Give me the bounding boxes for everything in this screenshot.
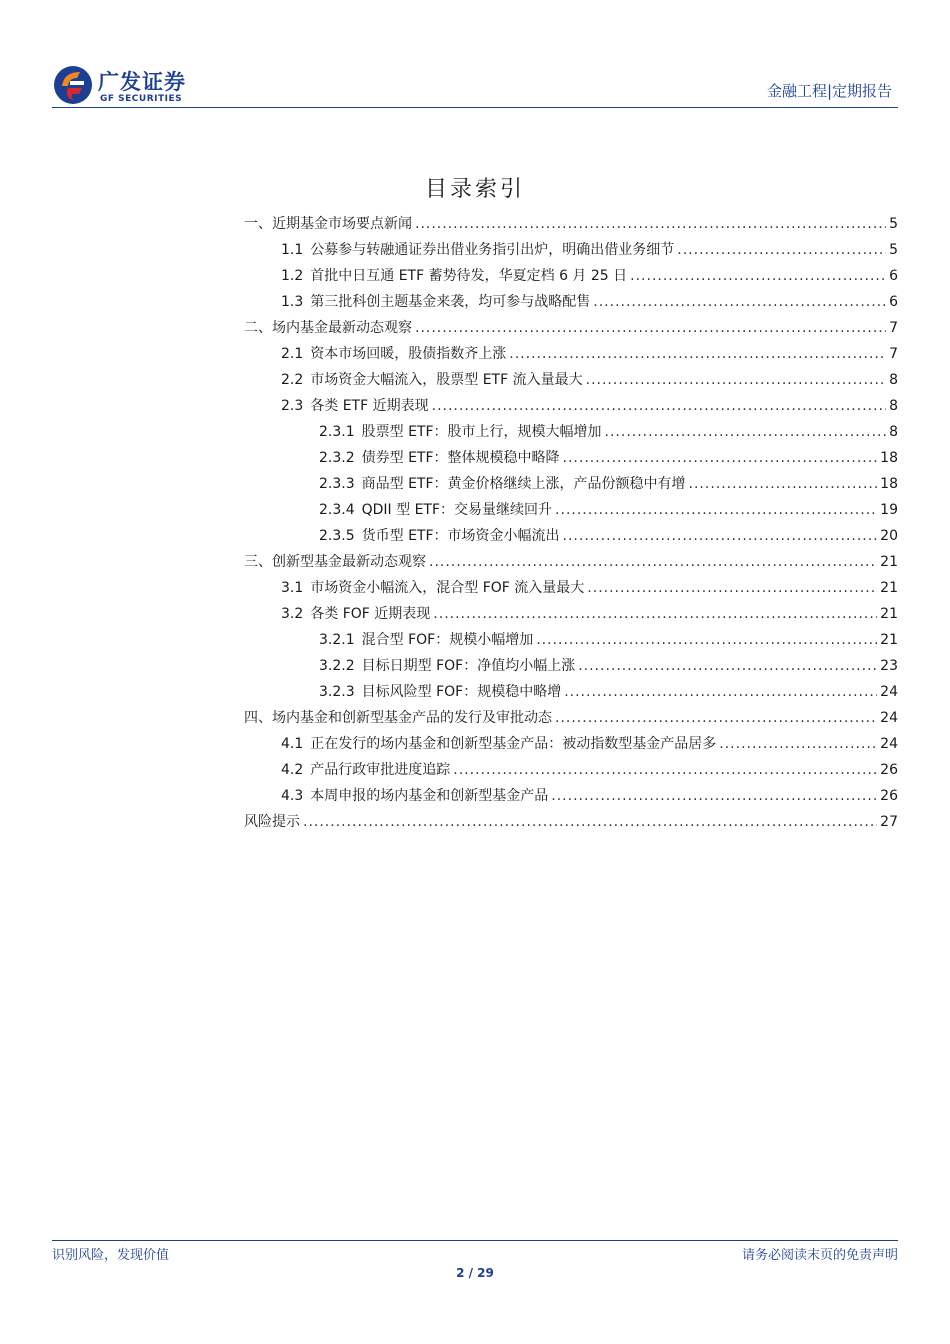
toc-entry-label: 目标风险型 FOF：规模稳中略增 xyxy=(361,684,562,700)
toc-entry-page: 21 xyxy=(880,580,898,596)
toc-entry-page: 18 xyxy=(880,450,898,466)
toc-entry-page: 8 xyxy=(889,424,898,440)
toc-entry-page: 7 xyxy=(889,346,898,362)
toc-entry[interactable] xyxy=(244,811,898,837)
toc-entry-label: QDII 型 ETF：交易量继续回升 xyxy=(361,502,553,518)
toc-entry-label: 公募参与转融通证券出借业务指引出炉，明确出借业务细节 xyxy=(310,242,675,258)
toc-entry-page: 24 xyxy=(880,684,898,700)
toc-entry-number: 3.2.3 xyxy=(319,684,355,700)
toc-leader-dots xyxy=(509,346,886,362)
toc-entry[interactable] xyxy=(244,369,898,395)
toc-entry-page: 5 xyxy=(889,242,898,258)
toc-entry[interactable] xyxy=(244,629,898,655)
toc-entry-number: 3.2.1 xyxy=(319,632,355,648)
toc-leader-dots xyxy=(587,580,877,596)
toc-entry[interactable] xyxy=(244,655,898,681)
toc-entry-label: 产品行政审批进度追踪 xyxy=(310,762,451,778)
report-category: 金融工程|定期报告 xyxy=(766,82,892,100)
toc-entry-number: 4.1 xyxy=(281,736,304,752)
page-header xyxy=(52,60,898,110)
toc-entry-number: 1.1 xyxy=(281,242,304,258)
toc-entry-number: 3.2.2 xyxy=(319,658,355,674)
logo-english-name: GF SECURITIES xyxy=(100,94,183,104)
toc-leader-dots xyxy=(563,528,878,544)
toc-entry-page: 21 xyxy=(880,632,898,648)
toc-entry-label: 二、场内基金最新动态观察 xyxy=(244,320,412,336)
toc-entry-label: 第三批科创主题基金来袭，均可参与战略配售 xyxy=(310,294,591,310)
toc-leader-dots xyxy=(429,554,877,570)
toc-entry-label: 股票型 ETF：股市上行，规模大幅增加 xyxy=(361,424,602,440)
toc-entry[interactable] xyxy=(244,421,898,447)
toc-entry-label: 混合型 FOF：规模小幅增加 xyxy=(361,632,534,648)
toc-leader-dots xyxy=(677,242,886,258)
toc-entry-page: 24 xyxy=(880,710,898,726)
toc-entry-number: 2.3.4 xyxy=(319,502,355,518)
toc-entry-number: 4.3 xyxy=(281,788,304,804)
table-of-contents xyxy=(244,213,898,837)
toc-entry-label: 各类 FOF 近期表现 xyxy=(310,606,431,622)
toc-entry-label: 首批中日互通 ETF 蓄势待发，华夏定档 6 月 25 日 xyxy=(310,268,628,284)
toc-leader-dots xyxy=(303,814,877,830)
toc-entry-number: 2.3.1 xyxy=(319,424,355,440)
toc-entry[interactable] xyxy=(244,525,898,551)
toc-entry-label: 市场资金小幅流入，混合型 FOF 流入量最大 xyxy=(310,580,585,596)
gf-logo-icon xyxy=(52,64,94,106)
toc-entry-page: 23 xyxy=(880,658,898,674)
toc-entry[interactable] xyxy=(244,291,898,317)
toc-entry-page: 19 xyxy=(880,502,898,518)
toc-entry-number: 2.3.5 xyxy=(319,528,355,544)
toc-entry-number: 3.2 xyxy=(281,606,304,622)
toc-entry-page: 24 xyxy=(880,736,898,752)
toc-entry-page: 6 xyxy=(889,294,898,310)
toc-entry[interactable] xyxy=(244,395,898,421)
toc-entry-number: 2.3 xyxy=(281,398,304,414)
toc-entry-page: 7 xyxy=(889,320,898,336)
toc-entry[interactable] xyxy=(244,681,898,707)
toc-entry-label: 本周申报的场内基金和创新型基金产品 xyxy=(310,788,549,804)
toc-entry-page: 18 xyxy=(880,476,898,492)
toc-entry-page: 8 xyxy=(889,372,898,388)
footer-slogan: 识别风险，发现价值 xyxy=(52,1248,170,1263)
toc-entry[interactable] xyxy=(244,785,898,811)
toc-entry-label: 债券型 ETF：整体规模稳中略降 xyxy=(361,450,560,466)
toc-entry[interactable] xyxy=(244,551,898,577)
logo-chinese-name: 广发证券 xyxy=(98,70,186,94)
toc-leader-dots xyxy=(586,372,886,388)
toc-entry-number: 1.2 xyxy=(281,268,304,284)
page-footer xyxy=(52,1240,898,1263)
toc-entry-label: 风险提示 xyxy=(244,814,300,830)
toc-entry-page: 8 xyxy=(889,398,898,414)
toc-entry[interactable] xyxy=(244,239,898,265)
toc-entry-label: 资本市场回暖，股债指数齐上涨 xyxy=(310,346,507,362)
toc-entry-label: 三、创新型基金最新动态观察 xyxy=(244,554,426,570)
toc-leader-dots xyxy=(605,424,887,440)
toc-title: 目录索引 xyxy=(424,177,525,202)
gf-securities-logo xyxy=(52,64,212,108)
toc-entry-number: 1.3 xyxy=(281,294,304,310)
toc-entry[interactable] xyxy=(244,759,898,785)
toc-leader-dots xyxy=(555,502,877,518)
toc-entry-page: 5 xyxy=(889,216,898,232)
toc-entry-label: 一、近期基金市场要点新闻 xyxy=(244,216,412,232)
toc-leader-dots xyxy=(578,658,877,674)
toc-leader-dots xyxy=(453,762,877,778)
toc-entry[interactable] xyxy=(244,603,898,629)
toc-entry-number: 2.2 xyxy=(281,372,304,388)
toc-leader-dots xyxy=(536,632,877,648)
toc-leader-dots xyxy=(432,398,886,414)
toc-leader-dots xyxy=(719,736,877,752)
toc-entry[interactable] xyxy=(244,317,898,343)
toc-leader-dots xyxy=(551,788,877,804)
toc-leader-dots xyxy=(433,606,877,622)
toc-entry-number: 2.3.3 xyxy=(319,476,355,492)
toc-entry[interactable] xyxy=(244,733,898,759)
toc-entry-number: 4.2 xyxy=(281,762,304,778)
toc-entry-page: 27 xyxy=(880,814,898,830)
toc-entry-page: 26 xyxy=(880,762,898,778)
toc-entry-page: 26 xyxy=(880,788,898,804)
toc-entry-page: 21 xyxy=(880,606,898,622)
toc-leader-dots xyxy=(689,476,878,492)
header-divider xyxy=(52,107,898,108)
toc-entry-label: 目标日期型 FOF：净值均小幅上涨 xyxy=(361,658,576,674)
toc-entry-label: 四、场内基金和创新型基金产品的发行及审批动态 xyxy=(244,710,552,726)
toc-entry-label: 各类 ETF 近期表现 xyxy=(310,398,429,414)
toc-leader-dots xyxy=(563,450,878,466)
toc-entry-label: 商品型 ETF：黄金价格继续上涨，产品份额稳中有增 xyxy=(361,476,686,492)
toc-entry-number: 3.1 xyxy=(281,580,304,596)
toc-entry-page: 21 xyxy=(880,554,898,570)
toc-entry[interactable] xyxy=(244,577,898,603)
toc-entry-label: 市场资金大幅流入，股票型 ETF 流入量最大 xyxy=(310,372,583,388)
toc-entry[interactable] xyxy=(244,499,898,525)
toc-entry-number: 2.3.2 xyxy=(319,450,355,466)
footer-disclaimer-note: 请务必阅读末页的免责声明 xyxy=(741,1248,898,1263)
toc-leader-dots xyxy=(415,216,886,232)
toc-entry[interactable] xyxy=(244,447,898,473)
toc-leader-dots xyxy=(555,710,877,726)
page-number: 2 / 29 xyxy=(456,1266,494,1280)
toc-leader-dots xyxy=(630,268,886,284)
toc-entry-page: 6 xyxy=(889,268,898,284)
toc-entry-label: 正在发行的场内基金和创新型基金产品：被动指数型基金产品居多 xyxy=(310,736,717,752)
toc-entry[interactable] xyxy=(244,707,898,733)
toc-entry[interactable] xyxy=(244,265,898,291)
toc-entry-page: 20 xyxy=(880,528,898,544)
toc-leader-dots xyxy=(564,684,877,700)
toc-entry[interactable] xyxy=(244,473,898,499)
toc-entry[interactable] xyxy=(244,213,898,239)
toc-entry[interactable] xyxy=(244,343,898,369)
toc-leader-dots xyxy=(593,294,886,310)
toc-entry-number: 2.1 xyxy=(281,346,304,362)
toc-entry-label: 货币型 ETF：市场资金小幅流出 xyxy=(361,528,560,544)
toc-leader-dots xyxy=(415,320,886,336)
footer-divider xyxy=(52,1240,898,1241)
